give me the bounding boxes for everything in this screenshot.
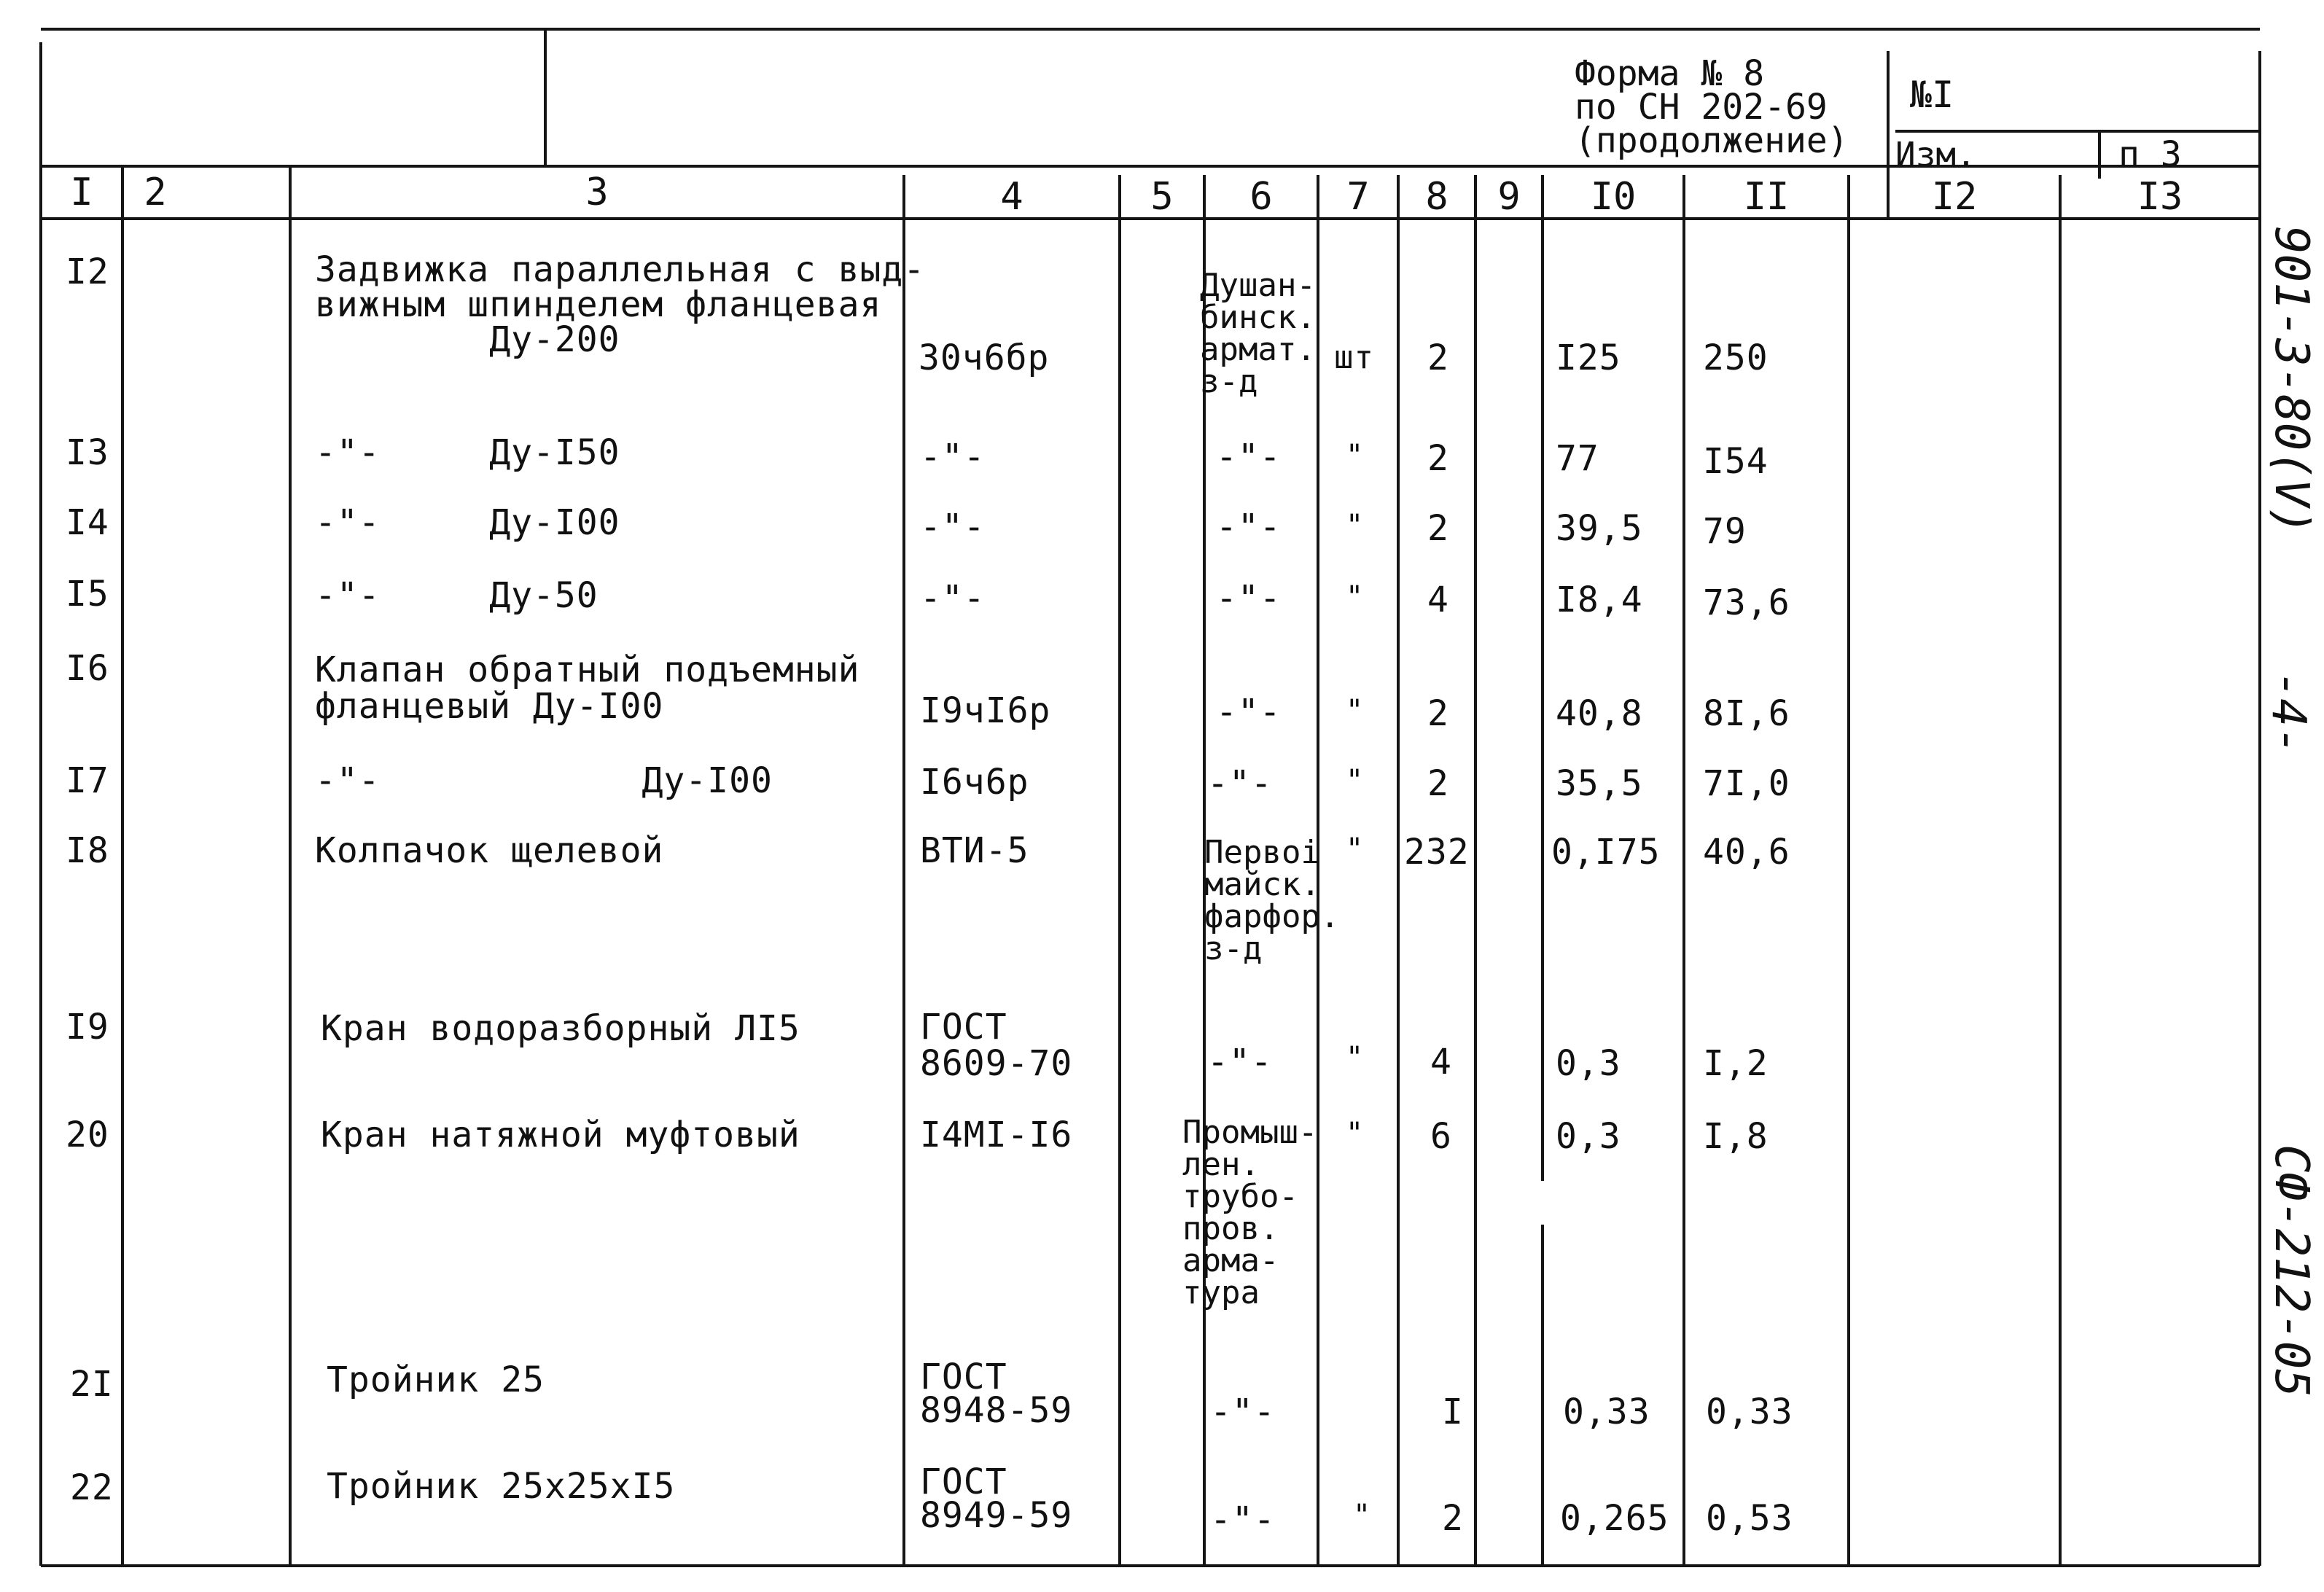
item-price: 35,5: [1556, 763, 1643, 804]
item-mark: 30ч6бр: [919, 337, 1050, 378]
item-price: I8,4: [1556, 580, 1643, 620]
item-qty: 2: [1442, 1498, 1464, 1539]
column-number: 9: [1497, 175, 1521, 219]
column-number: II: [1743, 175, 1790, 219]
column-number: I3: [2137, 175, 2183, 219]
item-mark: I6ч6р: [920, 762, 1029, 803]
page-label: п 3: [2118, 134, 2182, 175]
column-number: 7: [1346, 175, 1370, 219]
item-maker: Промыш- лен. трубо- пров. арма- тура: [1182, 1114, 1318, 1311]
item-qty: 2: [1427, 763, 1449, 804]
item-sum: 0,33: [1706, 1392, 1793, 1432]
row-number: I9: [66, 1007, 109, 1047]
form-number-line: Форма № 8: [1575, 53, 1765, 94]
item-maker: Первоі майск. фарфор. з-д: [1204, 834, 1340, 967]
item-mark: I4МI-I6: [920, 1115, 1073, 1155]
item-name: Тройник 25х25хI5: [327, 1466, 676, 1507]
item-unit: ": [1346, 1117, 1365, 1150]
item-sum: I54: [1703, 441, 1769, 482]
form-continuation-line: (продолжение): [1575, 120, 1849, 161]
column-number: 8: [1425, 175, 1448, 219]
item-unit: ": [1353, 1499, 1372, 1532]
item-price: 0,3: [1556, 1043, 1621, 1084]
item-mark: ВТИ-5: [920, 830, 1029, 871]
item-mark: ГОСТ 8948-59: [920, 1357, 1073, 1431]
item-maker: -"-: [1207, 763, 1273, 804]
column-number: 4: [1000, 175, 1023, 219]
item-sum: 250: [1703, 337, 1769, 378]
item-unit: ": [1346, 832, 1365, 866]
item-qty: 2: [1427, 508, 1449, 549]
item-qty: 232: [1404, 832, 1470, 873]
item-mark: -"-: [920, 507, 986, 547]
row-number: I4: [66, 502, 109, 543]
item-price: 0,33: [1563, 1392, 1650, 1432]
row-number: I7: [66, 760, 109, 801]
item-price: 0,265: [1560, 1498, 1669, 1539]
item-unit: ": [1346, 439, 1365, 472]
row-number: 20: [66, 1115, 109, 1155]
item-maker: -"-: [1210, 1499, 1276, 1540]
item-sum: 79: [1703, 511, 1747, 552]
item-qty: 4: [1430, 1042, 1452, 1082]
item-sum: I,8: [1703, 1116, 1769, 1157]
item-maker: Душан- бинск. армат. з-д: [1200, 267, 1316, 400]
column-number: 3: [585, 171, 609, 214]
item-sum: 0,53: [1706, 1498, 1793, 1539]
item-name: -"- Ду-50: [315, 575, 598, 616]
item-unit: шт: [1334, 339, 1374, 376]
side-label-document-code: 901-3-80(V): [2264, 226, 2318, 535]
item-name: -"- Ду-I00: [315, 760, 773, 801]
column-number: 5: [1150, 175, 1174, 219]
column-number: I: [70, 171, 93, 214]
item-maker: -"-: [1210, 1392, 1276, 1432]
row-number: I5: [66, 574, 109, 614]
item-name: Тройник 25: [327, 1359, 545, 1400]
item-unit: ": [1346, 509, 1365, 542]
item-unit: ": [1346, 580, 1365, 614]
item-name: Кран водоразборный ЛI5: [321, 1008, 800, 1049]
item-maker: -"-: [1216, 692, 1282, 733]
item-price: 40,8: [1556, 693, 1643, 734]
item-mark: -"-: [920, 578, 986, 619]
form-standard-line: по СН 202-69: [1575, 87, 1828, 128]
item-price: 39,5: [1556, 508, 1643, 549]
item-sum: 7I,0: [1703, 763, 1790, 804]
item-price: 77: [1556, 438, 1599, 479]
item-maker: -"-: [1216, 578, 1282, 619]
item-maker: -"-: [1216, 507, 1282, 547]
revision-label: Изм.: [1895, 135, 1976, 174]
row-number: I8: [66, 830, 109, 871]
item-price: 0,I75: [1551, 832, 1661, 873]
item-mark: I9чI6р: [920, 690, 1051, 731]
item-name: -"- Ду-I50: [315, 432, 620, 473]
column-number: 6: [1249, 175, 1273, 219]
side-label-page: -4-: [2261, 671, 2315, 755]
row-number: I2: [66, 251, 109, 292]
sheet-number-label: №I: [1910, 74, 1954, 116]
item-unit: ": [1346, 694, 1365, 727]
item-qty: 4: [1427, 580, 1449, 620]
item-qty: I: [1442, 1392, 1464, 1432]
column-number: I0: [1590, 175, 1637, 219]
item-price: I25: [1556, 337, 1621, 378]
row-number: I3: [66, 432, 109, 473]
item-qty: 2: [1427, 438, 1449, 479]
item-unit: ": [1346, 764, 1365, 797]
item-mark: ГОСТ 8949-59: [920, 1462, 1073, 1536]
item-sum: I,2: [1703, 1043, 1769, 1084]
item-unit: ": [1346, 1041, 1365, 1074]
item-name: Кран натяжной муфтовый: [321, 1115, 800, 1155]
item-name: Задвижка параллельная с выд- вижным шпинделем фланцевая Ду-200: [315, 249, 926, 360]
item-name: -"- Ду-I00: [315, 502, 620, 543]
item-sum: 8I,6: [1703, 693, 1790, 734]
column-number: I2: [1931, 175, 1978, 219]
side-label-archive-code: СФ-212-05: [2264, 1144, 2318, 1397]
item-mark: ГОСТ 8609-70: [920, 1007, 1073, 1084]
item-maker: -"-: [1216, 437, 1282, 477]
item-qty: 2: [1427, 693, 1449, 734]
item-sum: 73,6: [1703, 582, 1790, 623]
item-qty: 6: [1430, 1116, 1452, 1157]
row-number: I6: [66, 648, 109, 689]
item-price: 0,3: [1556, 1116, 1621, 1157]
item-qty: 2: [1427, 337, 1449, 378]
item-sum: 40,6: [1703, 832, 1790, 873]
item-mark: -"-: [920, 437, 986, 477]
item-name: Клапан обратный подъемный фланцевый Ду-I00: [315, 649, 860, 727]
row-number: 22: [70, 1467, 114, 1508]
item-maker: -"-: [1207, 1042, 1273, 1082]
row-number: 2I: [70, 1364, 114, 1405]
column-number: 2: [144, 171, 167, 214]
item-name: Колпачок щелевой: [315, 830, 664, 871]
